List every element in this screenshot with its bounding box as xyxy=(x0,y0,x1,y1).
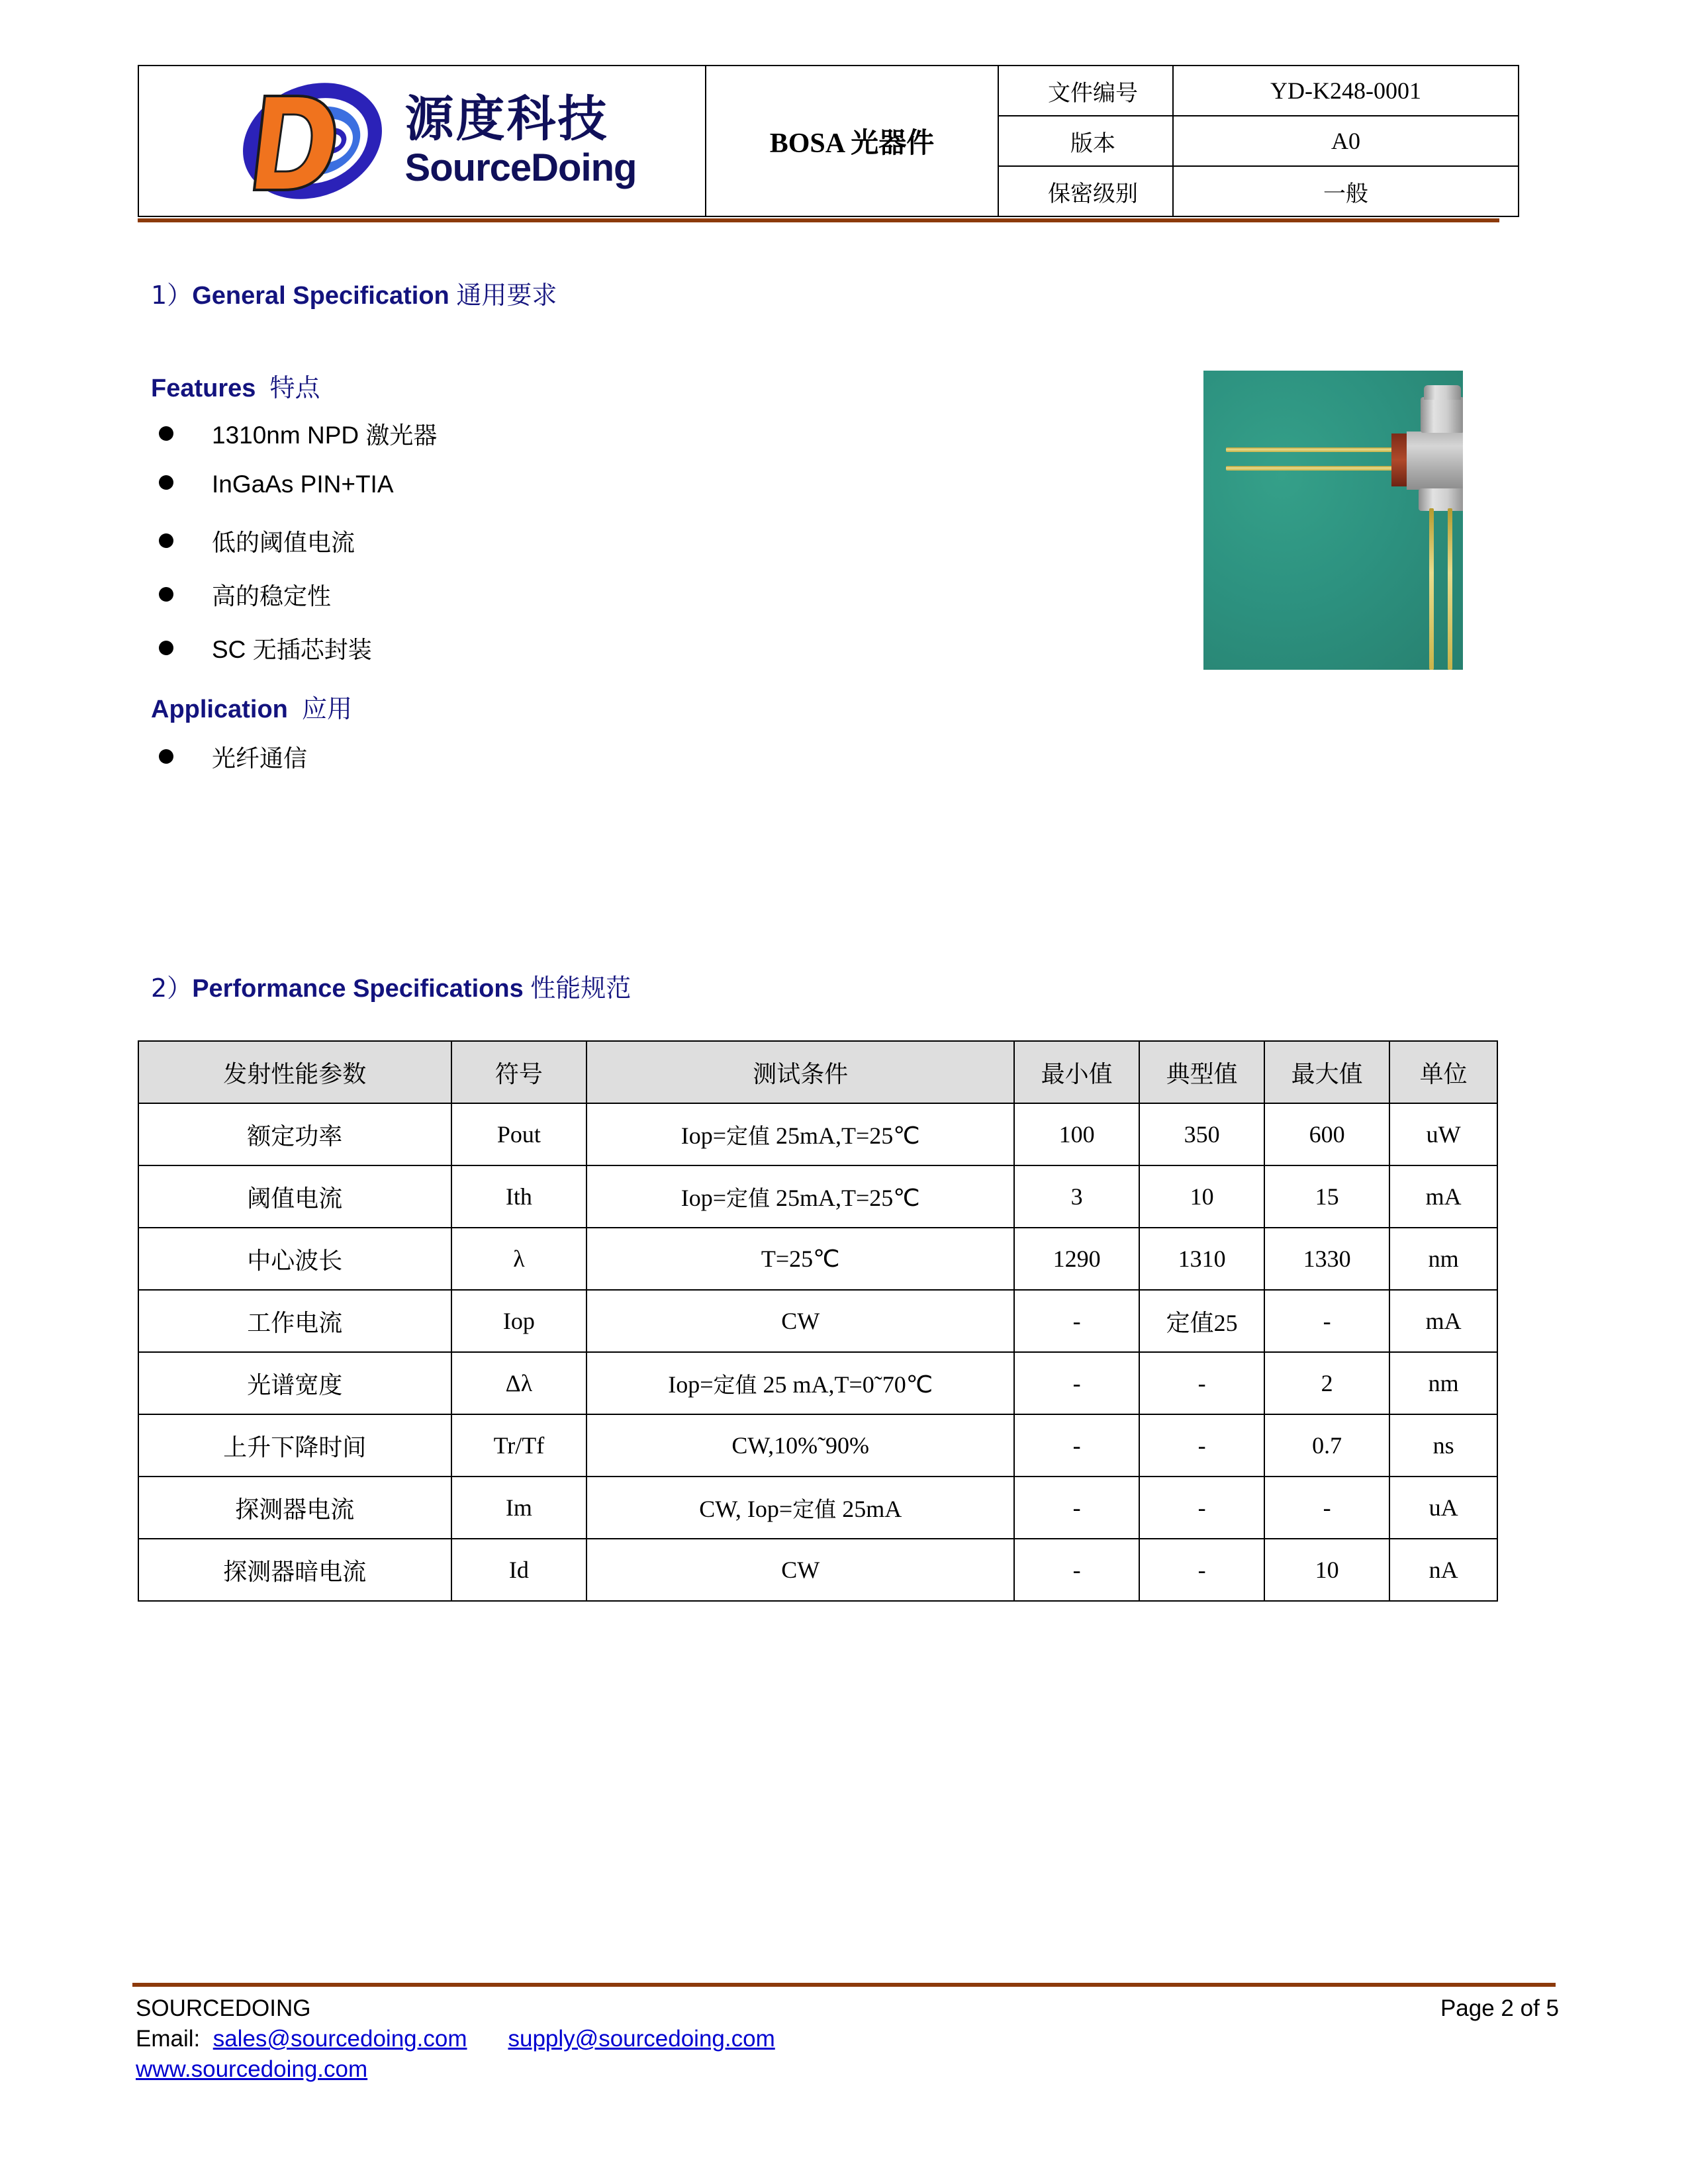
cell-parameter: 探测器暗电流 xyxy=(138,1539,451,1601)
cell-typ: 350 xyxy=(1139,1103,1264,1165)
confidentiality-value: 一般 xyxy=(1173,166,1519,216)
logo-chinese-name: 源度科技 xyxy=(404,91,609,148)
table-row xyxy=(138,1477,1497,1539)
cell-typ: - xyxy=(1139,1352,1264,1414)
section-2-title-cn: 性能规范 xyxy=(530,974,632,1003)
cell-parameter: 光谱宽度 xyxy=(138,1352,451,1414)
version-label: 版本 xyxy=(998,116,1173,166)
bullet-dot-icon xyxy=(159,641,173,655)
features-title-cn: 特点 xyxy=(269,373,320,402)
application-text-cn: 光纤通信 xyxy=(212,745,308,772)
table-row xyxy=(138,1352,1497,1414)
feature-text-en: SC xyxy=(212,636,253,663)
cell-symbol: Δλ xyxy=(451,1352,587,1414)
column-header-max: 最大值 xyxy=(1264,1041,1389,1103)
cond-suffix: CW xyxy=(781,1557,820,1583)
photo-body xyxy=(1407,432,1463,490)
cond-suffix: 25mA,T=25℃ xyxy=(770,1122,920,1149)
cell-min: 3 xyxy=(1014,1165,1139,1228)
cell-symbol: Ith xyxy=(451,1165,587,1228)
cell-max: 2 xyxy=(1264,1352,1389,1414)
cell-symbol: Im xyxy=(451,1477,587,1539)
subheading-features xyxy=(151,367,320,404)
cell-parameter: 探测器电流 xyxy=(138,1477,451,1539)
company-logo-cell xyxy=(138,66,706,216)
cond-suffix: T=25℃ xyxy=(761,1246,840,1272)
table-row xyxy=(138,1414,1497,1477)
cell-typ: 1310 xyxy=(1139,1228,1264,1290)
cell-unit: nA xyxy=(1389,1539,1497,1601)
doc-number-value: YD-K248-0001 xyxy=(1173,66,1519,116)
column-header-unit: 单位 xyxy=(1389,1041,1497,1103)
cell-symbol: Tr/Tf xyxy=(451,1414,587,1477)
cond-suffix: CW xyxy=(781,1308,820,1334)
footer-email-label: Email: xyxy=(136,2026,201,2052)
table-row xyxy=(138,1539,1497,1601)
column-header-parameter: 发射性能参数 xyxy=(138,1041,451,1103)
footer-website-link[interactable]: www.sourcedoing.com xyxy=(136,2056,368,2082)
table-row xyxy=(138,1290,1497,1352)
cell-min: 100 xyxy=(1014,1103,1139,1165)
cell-max: 1330 xyxy=(1264,1228,1389,1290)
section-2-number: 2） xyxy=(151,974,193,1003)
photo-pin xyxy=(1448,508,1452,670)
cell-typ: 10 xyxy=(1139,1165,1264,1228)
cell-min: - xyxy=(1014,1539,1139,1601)
application-title-en: Application xyxy=(151,696,288,723)
document-footer xyxy=(136,1995,1559,2083)
cell-symbol: Pout xyxy=(451,1103,587,1165)
photo-top-ferrule xyxy=(1424,385,1461,400)
cell-unit: nm xyxy=(1389,1352,1497,1414)
cell-unit: mA xyxy=(1389,1290,1497,1352)
cond-prefix: Iop= xyxy=(668,1371,714,1398)
cell-parameter: 额定功率 xyxy=(138,1103,451,1165)
column-header-min: 最小值 xyxy=(1014,1041,1139,1103)
cond-suffix: CW,10%˜90% xyxy=(731,1432,870,1459)
cell-test-condition xyxy=(586,1352,1014,1414)
cond-suffix: 25mA xyxy=(836,1495,902,1522)
cell-test-condition xyxy=(586,1290,1014,1352)
subheading-application xyxy=(151,688,352,725)
cond-suffix: 25 mA,T=0˜70℃ xyxy=(757,1371,933,1398)
doc-number-label: 文件编号 xyxy=(998,66,1173,116)
cell-test-condition xyxy=(586,1165,1014,1228)
performance-specifications-table xyxy=(138,1040,1498,1602)
footer-email-sales-link[interactable]: sales@sourcedoing.com xyxy=(212,2026,467,2052)
cell-typ: - xyxy=(1139,1539,1264,1601)
table-row xyxy=(138,1103,1497,1165)
list-item xyxy=(159,524,437,578)
header-divider-rule xyxy=(138,218,1499,222)
cell-unit: uA xyxy=(1389,1477,1497,1539)
cell-min: - xyxy=(1014,1352,1139,1414)
cell-max: - xyxy=(1264,1477,1389,1539)
feature-text-cn: 高的稳定性 xyxy=(212,583,332,610)
features-list xyxy=(159,417,437,685)
feature-text-cn: 激光器 xyxy=(365,422,438,449)
cell-max: 0.7 xyxy=(1264,1414,1389,1477)
cell-test-condition xyxy=(586,1103,1014,1165)
cond-chinese: 定值 xyxy=(713,1371,757,1398)
list-item xyxy=(159,417,437,471)
cell-unit: ns xyxy=(1389,1414,1497,1477)
cell-unit: nm xyxy=(1389,1228,1497,1290)
cell-typ: - xyxy=(1139,1477,1264,1539)
document-title: BOSA 光器件 xyxy=(706,66,998,216)
feature-text-en: 1310nm NPD xyxy=(212,422,366,449)
cond-prefix: Iop= xyxy=(680,1122,726,1149)
bullet-dot-icon xyxy=(159,533,173,548)
cell-typ: - xyxy=(1139,1414,1264,1477)
cell-min: 1290 xyxy=(1014,1228,1139,1290)
cell-test-condition xyxy=(586,1228,1014,1290)
bullet-dot-icon xyxy=(159,426,173,441)
photo-lead-wire xyxy=(1226,447,1394,452)
product-photo xyxy=(1203,371,1463,670)
footer-company-name: SOURCEDOING xyxy=(136,1995,311,2021)
photo-bottom-header xyxy=(1419,488,1463,511)
performance-specifications-table-wrap xyxy=(138,1040,1498,1602)
application-list xyxy=(159,740,307,794)
cell-symbol: Id xyxy=(451,1539,587,1601)
cell-min: - xyxy=(1014,1414,1139,1477)
cond-suffix: 25mA,T=25℃ xyxy=(770,1184,920,1211)
cell-parameter: 阈值电流 xyxy=(138,1165,451,1228)
cond-prefix: Iop= xyxy=(680,1184,726,1211)
cell-max: 15 xyxy=(1264,1165,1389,1228)
list-item xyxy=(159,631,437,685)
cell-parameter: 中心波长 xyxy=(138,1228,451,1290)
document-header xyxy=(138,65,1498,217)
cond-chinese: 定值 xyxy=(726,1122,770,1149)
cond-prefix: CW, Iop= xyxy=(699,1495,793,1522)
list-item xyxy=(159,578,437,631)
version-value: A0 xyxy=(1173,116,1519,166)
cell-max: - xyxy=(1264,1290,1389,1352)
footer-page-number: Page 2 of 5 xyxy=(1440,1995,1559,2021)
table-row xyxy=(138,1165,1497,1228)
section-2-title-en: Performance Specifications xyxy=(192,975,524,1003)
feature-text-cn: 低的阈值电流 xyxy=(212,529,355,557)
cond-chinese: 定值 xyxy=(726,1185,770,1211)
cell-unit: uW xyxy=(1389,1103,1497,1165)
cell-test-condition xyxy=(586,1414,1014,1477)
cond-chinese: 定值 xyxy=(792,1496,837,1522)
section-1-title-cn: 通用要求 xyxy=(456,281,557,310)
cell-typ: 定值25 xyxy=(1139,1290,1264,1352)
column-header-symbol: 符号 xyxy=(451,1041,587,1103)
cell-max: 600 xyxy=(1264,1103,1389,1165)
table-body xyxy=(138,1103,1497,1601)
cell-min: - xyxy=(1014,1290,1139,1352)
table-row xyxy=(138,1228,1497,1290)
column-header-typ: 典型值 xyxy=(1139,1041,1264,1103)
table-header-row xyxy=(138,1041,1497,1103)
cell-symbol: λ xyxy=(451,1228,587,1290)
confidentiality-label: 保密级别 xyxy=(998,166,1173,216)
list-item xyxy=(159,471,437,524)
photo-lead-wire xyxy=(1226,466,1394,471)
cell-max: 10 xyxy=(1264,1539,1389,1601)
sourcedoing-logo-icon xyxy=(228,80,393,203)
section-1-number: 1） xyxy=(151,281,193,310)
bullet-dot-icon xyxy=(159,475,173,490)
cell-test-condition xyxy=(586,1539,1014,1601)
application-title-cn: 应用 xyxy=(302,694,353,723)
logo-english-name: SourceDoing xyxy=(404,146,637,189)
photo-top-cap xyxy=(1421,397,1463,433)
cell-parameter: 工作电流 xyxy=(138,1290,451,1352)
list-item xyxy=(159,740,307,794)
feature-text-cn: 无插芯封装 xyxy=(252,637,372,664)
footer-divider-rule xyxy=(132,1983,1556,1987)
section-1-title-en: General Specification xyxy=(192,282,449,310)
photo-pin xyxy=(1429,508,1434,670)
cell-min: - xyxy=(1014,1477,1139,1539)
section-heading-general-specification xyxy=(151,275,557,311)
cell-test-condition xyxy=(586,1477,1014,1539)
feature-text-en: InGaAs PIN+TIA xyxy=(212,471,394,498)
header-table xyxy=(138,65,1519,217)
bullet-dot-icon xyxy=(159,749,173,764)
section-heading-performance-specifications xyxy=(151,968,631,1004)
cell-symbol: Iop xyxy=(451,1290,587,1352)
features-title-en: Features xyxy=(151,375,256,402)
cell-unit: mA xyxy=(1389,1165,1497,1228)
column-header-test-condition: 测试条件 xyxy=(586,1041,1014,1103)
footer-email-supply-link[interactable]: supply@sourcedoing.com xyxy=(508,2026,775,2052)
cell-parameter: 上升下降时间 xyxy=(138,1414,451,1477)
bullet-dot-icon xyxy=(159,587,173,602)
